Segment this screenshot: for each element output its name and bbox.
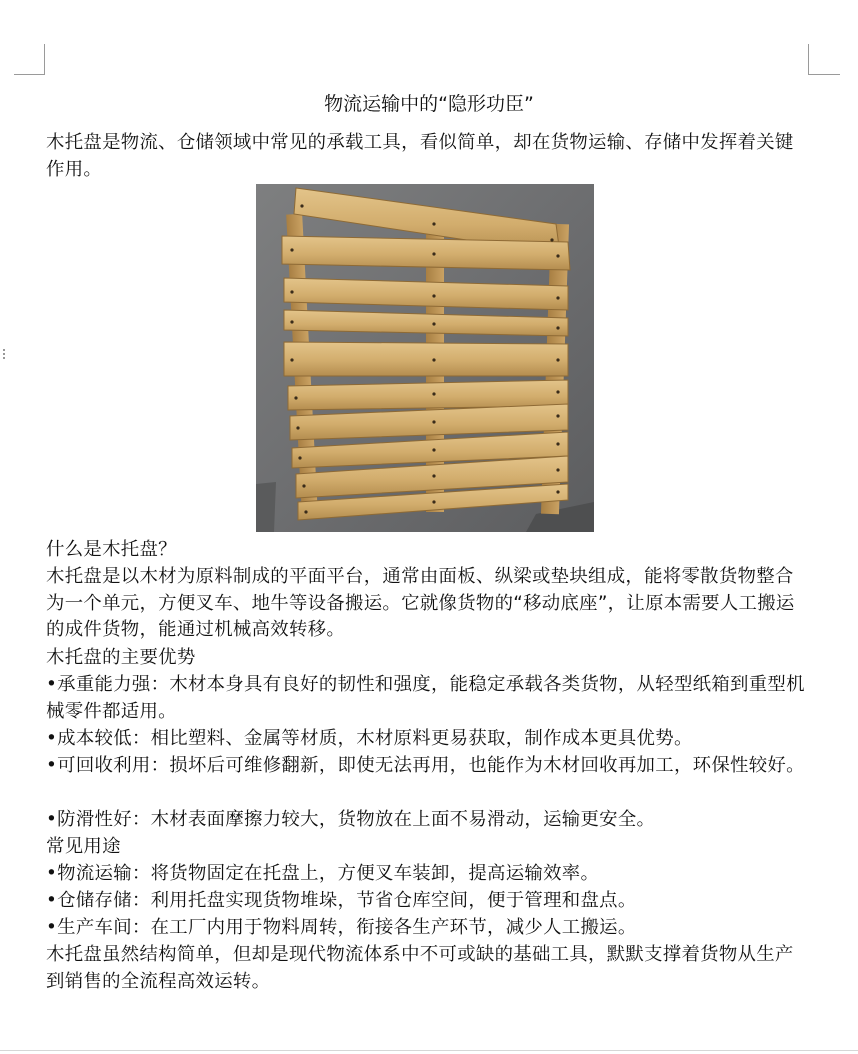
section-heading-uses: 常见用途 (46, 836, 121, 857)
intro-paragraph: 木托盘是物流、仓储领域中常见的承载工具，看似简单，却在货物运输、存储中发挥着关键作用。 (46, 132, 794, 180)
advantage-item: •承重能力强：木材本身具有良好的韧性和强度，能稳定承载各类货物，从轻型纸箱到重型机械零件都适用。 (46, 674, 805, 722)
use-item: •生产车间：在工厂内用于物料周转，衔接各生产环节，减少人工搬运。 (46, 917, 637, 938)
section-body-what-is: 木托盘是以木材为原料制成的平面平台，通常由面板、纵梁或垫块组成，能将零散货物整合为一个单元，方便叉车、地牛等设备搬运。它就像货物的“移动底座”，让原本需要人工搬运的成件货物，能通过机械高效转移。 (46, 566, 795, 640)
document-title: 物流运输中的“隐形功臣” (324, 93, 534, 115)
page-bottom-edge (0, 1050, 858, 1051)
conclusion-paragraph: 木托盘虽然结构简单，但却是现代物流体系中不可或缺的基础工具，默默支撑着货物从生产到销售的全流程高效运转。 (46, 944, 794, 992)
pallet-photo (256, 184, 594, 532)
advantage-item: •成本较低：相比塑料、金属等材质，木材原料更易获取，制作成本更具优势。 (46, 728, 693, 749)
advantage-item: •防滑性好：木材表面摩擦力较大，货物放在上面不易滑动，运输更安全。 (46, 809, 656, 830)
advantage-item: •可回收利用：损坏后可维修翻新，即使无法再用，也能作为木材回收再加工，环保性较好。 (46, 755, 805, 776)
section-heading-what-is: 什么是木托盘？ (46, 539, 177, 560)
use-item: •物流运输：将货物固定在托盘上，方便叉车装卸，提高运输效率。 (46, 863, 600, 884)
section-heading-advantages: 木托盘的主要优势 (46, 647, 196, 668)
margin-drag-handle[interactable] (2, 349, 6, 361)
use-item: •仓储存储：利用托盘实现货物堆垛，节省仓库空间，便于管理和盘点。 (46, 890, 637, 911)
